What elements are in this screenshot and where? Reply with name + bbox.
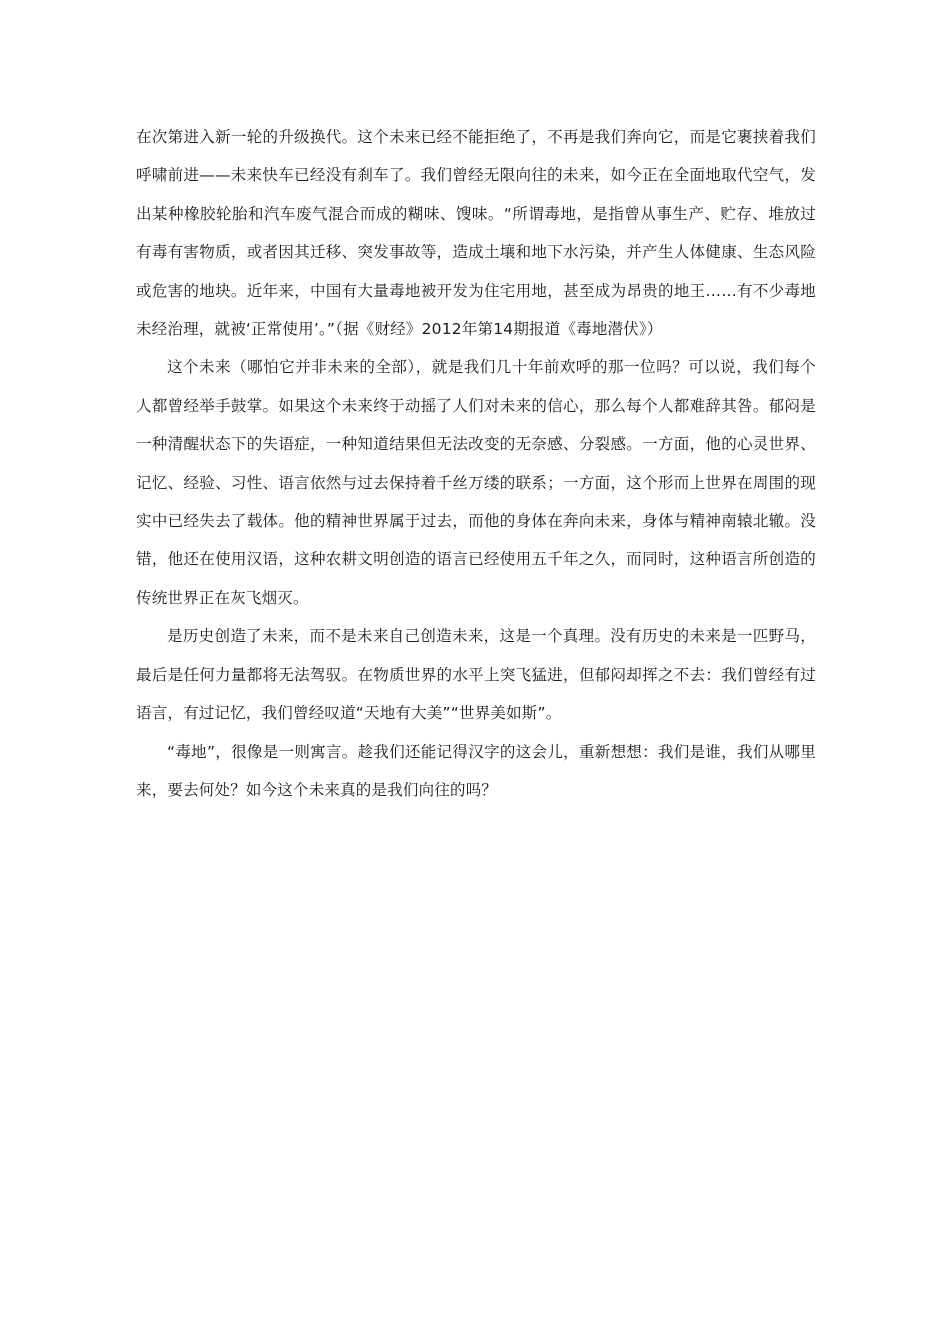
document-body	[136, 118, 816, 809]
paragraph-1: 在次第进入新一轮的升级换代。这个未来已经不能拒绝了，不再是我们奔向它，而是它裹挟着我们呼啸前进——未来快车已经没有刹车了。我们曾经无限向往的未来，如今正在全面地取代空气，发出某种橡胶轮胎和汽车废气混合而成的糊味、馊味。“所谓毒地，是指曾从事生产、贮存、堆放过有毒有害物质，或者因其迁移、突发事故等，造成土壤和地下水污染，并产生人体健康、生态风险或危害的地块。近年来，中国有大量毒地被开发为住宅用地，甚至成为昂贵的地王……有不少毒地未经治理，就被‘正常使用’。”（据《财经》2012年第14期报道《毒地潜伏》）	[136, 128, 816, 339]
paragraph-3: 是历史创造了未来，而不是未来自己创造未来，这是一个真理。没有历史的未来是一匹野马，最后是任何力量都将无法驾驭。在物质世界的水平上突飞猛进，但郁闷却挥之不去：我们曾经有过语言，有过记忆，我们曾经叹道“天地有大美”“世界美如斯”。	[136, 627, 816, 723]
paragraph-4: “毒地”，很像是一则寓言。趁我们还能记得汉字的这会儿，重新想想：我们是谁，我们从哪里来，要去何处？如今这个未来真的是我们向往的吗？	[136, 742, 816, 799]
paragraph-2: 这个未来（哪怕它并非未来的全部），就是我们几十年前欢呼的那一位吗？可以说，我们每个人都曾经举手鼓掌。如果这个未来终于动摇了人们对未来的信心，那么每个人都难辞其咎。郁闷是一种清醒状态下的失语症，一种知道结果但无法改变的无奈感、分裂感。一方面，他的心灵世界、记忆、经验、习性、语言依然与过去保持着千丝万缕的联系；一方面，这个形而上世界在周围的现实中已经失去了载体。他的精神世界属于过去，而他的身体在奔向未来，身体与精神南辕北辙。没错，他还在使用汉语，这种农耕文明创造的语言已经使用五千年之久，而同时，这种语言所创造的传统世界正在灰飞烟灭。	[136, 358, 816, 607]
